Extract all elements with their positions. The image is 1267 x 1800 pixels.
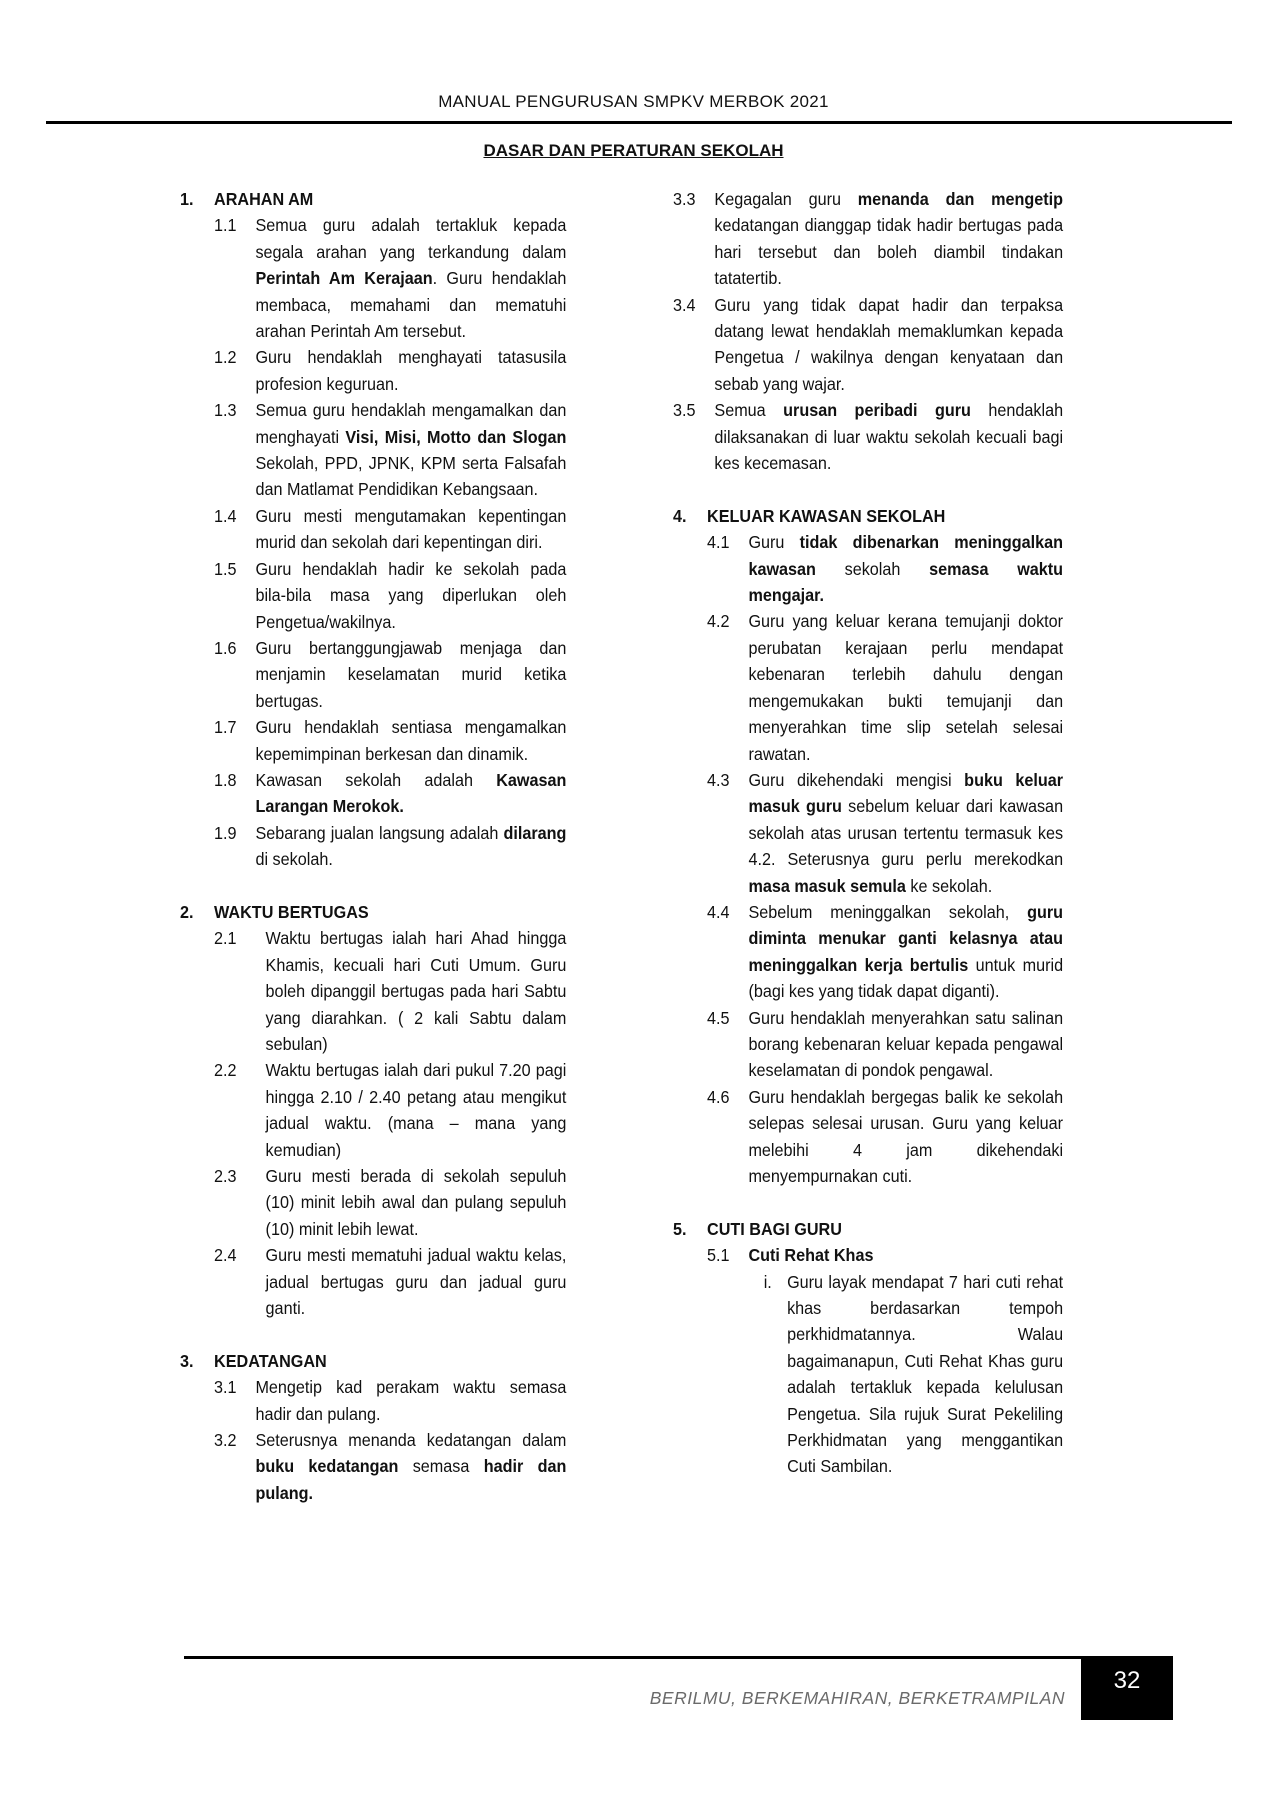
- item-number: 5.1: [707, 1245, 730, 1266]
- list-item-4-4: [673, 899, 1063, 1005]
- list-item-4-5: [673, 1005, 1063, 1084]
- item-number: 3.2: [214, 1430, 237, 1451]
- item-text: Guru mesti mengutamakan kepentingan murid dan sekolah dari kepentingan diri.: [255, 505, 567, 553]
- footer-rule: [184, 1656, 1081, 1659]
- item-text: Guru mesti mematuhi jadual waktu kelas, jadual bertugas guru dan jadual guru ganti.: [265, 1245, 567, 1319]
- item-text: Waktu bertugas ialah hari Ahad hingga Khamis, kecuali hari Cuti Umum. Guru boleh dipanggil bertugas pada hari Sabtu yang diarahkan. ( 2 kali Sabtu dalam sebulan): [265, 928, 567, 1054]
- section-number: 5.: [673, 1218, 687, 1239]
- page-heading: DASAR DAN PERATURAN SEKOLAH: [483, 141, 784, 160]
- footer-motto: BERILMU, BERKEMAHIRAN, BERKETRAMPILAN: [649, 1688, 1065, 1708]
- section-title: [180, 1348, 566, 1374]
- item-number: 1.7: [214, 717, 237, 738]
- section-title-text: CUTI BAGI GURU: [707, 1218, 842, 1239]
- list-item-2-4: [180, 1242, 566, 1321]
- item-number: 2.4: [214, 1245, 237, 1266]
- section-keluar-kawasan: [673, 503, 1063, 1190]
- item-number: 1.6: [214, 637, 237, 658]
- item-text: Semua guru hendaklah mengamalkan dan menghayati Visi, Misi, Motto dan Slogan Sekolah, PPD, JPNK, KPM serta Falsafah dan Matlamat Pendidikan Kebangsaan.: [255, 400, 567, 500]
- section-kedatangan: [180, 1348, 566, 1506]
- item-text: Waktu bertugas ialah dari pukul 7.20 pagi hingga 2.10 / 2.40 petang atau mengikut jadual waktu. (mana – mana yang kemudian): [265, 1060, 567, 1160]
- item-number: 3.3: [673, 189, 696, 209]
- item-number: 1.2: [214, 347, 237, 368]
- list-item-1-5: [180, 556, 566, 635]
- list-item-3-2: [180, 1427, 566, 1506]
- section-kedatangan-cont: [673, 186, 1063, 476]
- list-item-4-1: [673, 529, 1063, 608]
- section-title: [673, 1216, 1063, 1242]
- item-number: 3.1: [214, 1377, 237, 1398]
- list-item-1-4: [180, 503, 566, 556]
- list-item-1-3: [180, 397, 566, 503]
- item-number: 1.9: [214, 822, 237, 843]
- section-waktu-bertugas: [180, 899, 566, 1322]
- item-number: 4.2: [707, 611, 730, 632]
- section-number: 2.: [180, 901, 194, 922]
- item-number: 1.4: [214, 505, 237, 526]
- item-text: Guru mesti berada di sekolah sepuluh (10) minit lebih awal dan pulang sepuluh (10) minit lebih lewat.: [265, 1166, 567, 1239]
- section-title: [180, 899, 566, 925]
- list-item-1-8: [180, 767, 566, 820]
- item-text: Seterusnya menanda kedatangan dalam buku kedatangan semasa hadir dan pulang.: [255, 1430, 567, 1503]
- item-text: Guru yang tidak dapat hadir dan terpaksa datang lewat hendaklah memaklumkan kepada Pengetua / wakilnya dengan kenyataan dan sebab yang wajar.: [714, 294, 1064, 394]
- list-item-1-6: [180, 635, 566, 714]
- list-item-2-3: [180, 1163, 566, 1242]
- section-title-text: ARAHAN AM: [214, 189, 314, 209]
- subsection-title: [673, 1242, 1063, 1268]
- subsection-title-text: Cuti Rehat Khas: [748, 1245, 874, 1266]
- list-item-3-5: [673, 397, 1063, 476]
- item-text: Kegagalan guru menanda dan mengetip kedatangan dianggap tidak hadir bertugas pada hari tersebut dan boleh diambil tindakan tatatertib.: [714, 189, 1064, 289]
- list-item-2-1: [180, 925, 566, 1057]
- item-number: 1.1: [214, 215, 237, 236]
- item-text: Guru dikehendaki mengisi buku keluar masuk guru sebelum keluar dari kawasan sekolah atas urusan tertentu termasuk kes 4.2. Seterusnya guru perlu merekodkan masa masuk semula ke sekolah.: [748, 769, 1064, 896]
- list-item-3-4: [673, 292, 1063, 398]
- section-title: [180, 186, 566, 212]
- list-item-4-2: [673, 608, 1063, 766]
- list-item-1-7: [180, 714, 566, 767]
- section-title-text: KEDATANGAN: [214, 1350, 327, 1371]
- item-number: 4.5: [707, 1007, 730, 1028]
- section-number: 4.: [673, 505, 687, 526]
- item-number: 3.4: [673, 294, 696, 315]
- item-text: Sebelum meninggalkan sekolah, guru diminta menukar ganti kelasnya atau meninggalkan kerja bertulis untuk murid (bagi kes yang tidak dapat diganti).: [748, 901, 1064, 1002]
- section-cuti-guru: [673, 1216, 1063, 1480]
- item-text: Guru tidak dibenarkan meninggalkan kawasan sekolah semasa waktu mengajar.: [748, 532, 1064, 606]
- item-text: Guru hendaklah menyerahkan satu salinan borang kebenaran keluar kepada pengawal keselamatan di pondok pengawal.: [748, 1007, 1064, 1081]
- item-text: Semua urusan peribadi guru hendaklah dilaksanakan di luar waktu sekolah kecuali bagi kes kecemasan.: [714, 400, 1064, 474]
- item-number: 3.5: [673, 400, 696, 421]
- header-rule: [46, 121, 1232, 124]
- item-text: Guru hendaklah menghayati tatasusila profesion keguruan.: [255, 347, 567, 394]
- item-number: i.: [763, 1271, 772, 1292]
- item-text: Guru hendaklah bergegas balik ke sekolah selepas selesai urusan. Guru yang keluar melebihi 4 jam dikehendaki menyempurnakan cuti.: [748, 1086, 1064, 1187]
- left-column: [180, 186, 566, 1533]
- item-text: Guru hendaklah sentiasa mengamalkan kepemimpinan berkesan dan dinamik.: [255, 717, 567, 764]
- right-column: [673, 186, 1063, 1506]
- item-number: 4.1: [707, 532, 730, 553]
- list-item-3-1: [180, 1374, 566, 1427]
- item-text: Kawasan sekolah adalah Kawasan Larangan Merokok.: [255, 769, 567, 817]
- item-text: Guru layak mendapat 7 hari cuti rehat khas berdasarkan tempoh perkhidmatannya. Walau bagaimanapun, Cuti Rehat Khas guru adalah tertakluk kepada kelulusan Pengetua. Sila rujuk Surat Pekeliling Perkhidmatan yang menggantikan Cuti Sambilan.: [787, 1271, 1064, 1477]
- item-number: 4.6: [707, 1086, 730, 1107]
- running-header: MANUAL PENGURUSAN SMPKV MERBOK 2021: [438, 92, 829, 111]
- list-item-4-6: [673, 1084, 1063, 1190]
- list-item-4-3: [673, 767, 1063, 899]
- item-number: 4.4: [707, 901, 730, 922]
- item-text: Guru yang keluar kerana temujanji doktor perubatan kerajaan perlu mendapat kebenaran terlebih dahulu dengan mengemukakan bukti temujanji dan menyerahkan time slip setelah selesai rawatan.: [748, 611, 1064, 764]
- list-item-1-2: [180, 344, 566, 397]
- item-text: Semua guru adalah tertakluk kepada segala arahan yang terkandung dalam Perintah Am Kerajaan. Guru hendaklah membaca, memahami dan mematuhi arahan Perintah Am tersebut.: [255, 215, 567, 342]
- list-item-3-3: [673, 186, 1063, 292]
- item-number: 1.8: [214, 769, 237, 790]
- item-text: Mengetip kad perakam waktu semasa hadir dan pulang.: [255, 1377, 567, 1424]
- item-number: 1.5: [214, 558, 237, 579]
- page-number: 32: [1081, 1656, 1173, 1720]
- item-number: 4.3: [707, 769, 730, 790]
- section-title-text: WAKTU BERTUGAS: [214, 901, 369, 922]
- section-title: [673, 503, 1063, 529]
- item-text: Guru hendaklah hadir ke sekolah pada bila-bila masa yang diperlukan oleh Pengetua/wakilnya.: [255, 558, 567, 632]
- section-number: 3.: [180, 1350, 194, 1371]
- item-text: Guru bertanggungjawab menjaga dan menjamin keselamatan murid ketika bertugas.: [255, 637, 567, 711]
- list-item-1-9: [180, 820, 566, 873]
- section-title-text: KELUAR KAWASAN SEKOLAH: [707, 505, 946, 526]
- section-arahan-am: [180, 186, 566, 873]
- item-number: 1.3: [214, 400, 237, 421]
- section-number: 1.: [180, 189, 194, 209]
- item-number: 2.2: [214, 1060, 237, 1081]
- item-number: 2.1: [214, 928, 237, 949]
- item-text: Sebarang jualan langsung adalah dilarang di sekolah.: [255, 822, 567, 870]
- list-item-2-2: [180, 1057, 566, 1163]
- list-item-1-1: [180, 212, 566, 344]
- roman-list-item: [673, 1269, 1063, 1480]
- item-number: 2.3: [214, 1166, 237, 1187]
